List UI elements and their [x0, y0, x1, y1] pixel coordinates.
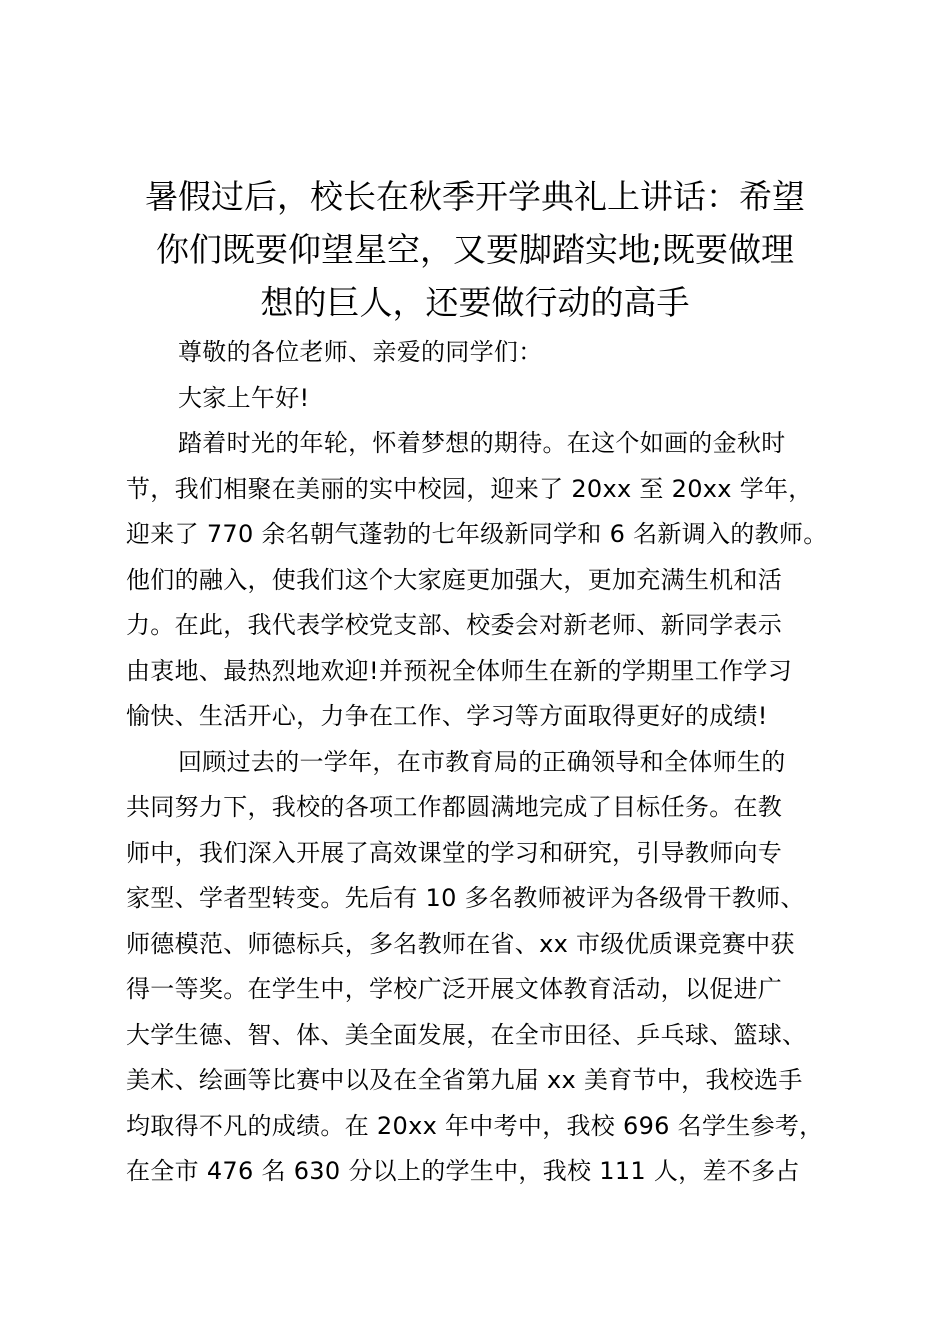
document-body: [126, 330, 856, 1195]
title-line: 暑假过后，校长在秋季开学典礼上讲话：希望: [145, 177, 805, 216]
paragraph-line: 在全市 476 名 630 分以上的学生中，我校 111 人，差不多占: [126, 1157, 800, 1185]
title-line: 你们既要仰望星空，又要脚踏实地;既要做理: [155, 230, 795, 269]
paragraph-line: 他们的融入，使我们这个大家庭更加强大，更加充满生机和活: [126, 565, 783, 594]
paragraph-line: 家型、学者型转变。先后有 10 多名教师被评为各级骨干教师、: [126, 884, 805, 912]
paragraph-line: 愉快、生活开心，力争在工作、学习等方面取得更好的成绩!: [126, 702, 768, 730]
paragraph-1: [126, 421, 856, 740]
document-title: [118, 170, 832, 329]
paragraph-line: 回顾过去的一学年，在市教育局的正确领导和全体师生的: [178, 747, 786, 776]
title-line: 想的巨人，还要做行动的高手: [260, 283, 690, 322]
paragraph-2: [126, 740, 856, 1195]
salutation: 大家上午好!: [178, 383, 310, 412]
greeting: 尊敬的各位老师、亲爱的同学们：: [178, 338, 543, 366]
paragraph-line: 得一等奖。在学生中，学校广泛开展文体教育活动，以促进广: [126, 975, 783, 1003]
paragraph-line: 迎来了 770 余名朝气蓬勃的七年级新同学和 6 名新调入的教师。: [126, 520, 828, 548]
paragraph-line: 大学生德、智、体、美全面发展，在全市田径、乒乓球、篮球、: [126, 1020, 807, 1049]
paragraph-line: 师中，我们深入开展了高效课堂的学习和研究，引导教师向专: [126, 838, 783, 867]
paragraph-line: 共同努力下，我校的各项工作都圆满地完成了目标任务。在教: [126, 793, 783, 821]
paragraph-line: 师德模范、师德标兵，多名教师在省、xx 市级优质课竞赛中获: [126, 929, 795, 958]
paragraph-line: 由衷地、最热烈地欢迎!并预祝全体师生在新的学期里工作学习: [126, 656, 793, 685]
paragraph-line: 均取得不凡的成绩。在 20xx 年中考中，我校 696 名学生参考，: [126, 1111, 824, 1140]
paragraph-line: 美术、绘画等比赛中以及在全省第九届 xx 美育节中，我校选手: [126, 1066, 803, 1094]
paragraph-line: 节，我们相聚在美丽的实中校园，迎来了 20xx 至 20xx 学年，: [126, 474, 813, 503]
paragraph-line: 力。在此，我代表学校党支部、校委会对新老师、新同学表示: [126, 611, 783, 639]
paragraph-line: 踏着时光的年轮，怀着梦想的期待。在这个如画的金秋时: [178, 429, 786, 457]
